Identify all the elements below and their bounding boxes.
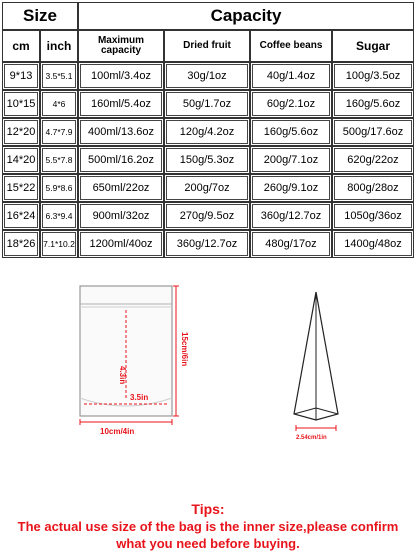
coffee-beans-cell: 480g/17oz [250, 230, 332, 258]
table-row [2, 90, 414, 118]
size-inch-cell: 4*6 [40, 90, 78, 118]
dried-fruit-cell: 30g/1oz [164, 62, 250, 90]
coffee-beans-cell: 360g/12.7oz [250, 202, 332, 230]
sugar-cell: 620g/22oz [332, 146, 414, 174]
coffee-beans-cell: 160g/5.6oz [250, 118, 332, 146]
size-inch-cell: 7.1*10.2 [40, 230, 78, 258]
outer-width-label: 10cm/4in [100, 427, 135, 436]
sugar-cell: 800g/28oz [332, 174, 414, 202]
size-header: Size [2, 2, 78, 30]
dried-fruit-header: Dried fruit [164, 30, 250, 62]
sugar-cell: 160g/5.6oz [332, 90, 414, 118]
max-capacity-cell: 160ml/5.4oz [78, 90, 164, 118]
size-inch-cell: 5.9*8.6 [40, 174, 78, 202]
max-capacity-cell: 500ml/16.2oz [78, 146, 164, 174]
dried-fruit-cell: 270g/9.5oz [164, 202, 250, 230]
sugar-cell: 1400g/48oz [332, 230, 414, 258]
size-capacity-table [2, 2, 414, 258]
capacity-header: Capacity [78, 2, 414, 30]
inner-width-label: 3.5in [130, 393, 149, 402]
table-row [2, 118, 414, 146]
coffee-beans-cell: 260g/9.1oz [250, 174, 332, 202]
size-inch-cell: 6.3*9.4 [40, 202, 78, 230]
dried-fruit-cell: 50g/1.7oz [164, 90, 250, 118]
max-capacity-cell: 650ml/22oz [78, 174, 164, 202]
outer-height-label: 15cm/6in [180, 332, 189, 367]
sugar-cell: 100g/3.5oz [332, 62, 414, 90]
size-inch-cell: 4.7*7.9 [40, 118, 78, 146]
sugar-cell: 1050g/36oz [332, 202, 414, 230]
coffee-beans-cell: 40g/1.4oz [250, 62, 332, 90]
dried-fruit-cell: 200g/7oz [164, 174, 250, 202]
inner-height-label: 4.3in [118, 366, 127, 385]
coffee-beans-header: Coffee beans [250, 30, 332, 62]
max-capacity-cell: 400ml/13.6oz [78, 118, 164, 146]
size-cm-cell: 12*20 [2, 118, 40, 146]
size-cm-cell: 14*20 [2, 146, 40, 174]
table-row [2, 202, 414, 230]
coffee-beans-cell: 200g/7.1oz [250, 146, 332, 174]
tips-title: Tips: [191, 501, 225, 517]
max-capacity-header: Maximum capacity [78, 30, 164, 62]
table-row [2, 62, 414, 90]
tips-note: The actual use size of the bag is the inner size,please confirm what you need before buying. [17, 519, 399, 551]
sugar-header: Sugar [332, 30, 414, 62]
dried-fruit-cell: 120g/4.2oz [164, 118, 250, 146]
flat-bag-diagram [80, 286, 189, 436]
max-capacity-cell: 100ml/3.4oz [78, 62, 164, 90]
depth-label: 2.54cm/1in [296, 435, 327, 441]
cm-header: cm [2, 30, 40, 62]
inch-header: inch [40, 30, 78, 62]
sugar-cell: 500g/17.6oz [332, 118, 414, 146]
max-capacity-cell: 900ml/32oz [78, 202, 164, 230]
coffee-beans-cell: 60g/2.1oz [250, 90, 332, 118]
size-inch-cell: 5.5*7.8 [40, 146, 78, 174]
table-row [2, 230, 414, 258]
size-cm-cell: 9*13 [2, 62, 40, 90]
table-row [2, 146, 414, 174]
bag-side-diagram [294, 292, 338, 441]
size-cm-cell: 16*24 [2, 202, 40, 230]
dried-fruit-cell: 150g/5.3oz [164, 146, 250, 174]
tips-section [0, 500, 416, 552]
size-cm-cell: 15*22 [2, 174, 40, 202]
size-cm-cell: 18*26 [2, 230, 40, 258]
table-row [2, 174, 414, 202]
dried-fruit-cell: 360g/12.7oz [164, 230, 250, 258]
bag-dimension-diagrams [0, 280, 416, 450]
size-inch-cell: 3.5*5.1 [40, 62, 78, 90]
size-cm-cell: 10*15 [2, 90, 40, 118]
max-capacity-cell: 1200ml/40oz [78, 230, 164, 258]
